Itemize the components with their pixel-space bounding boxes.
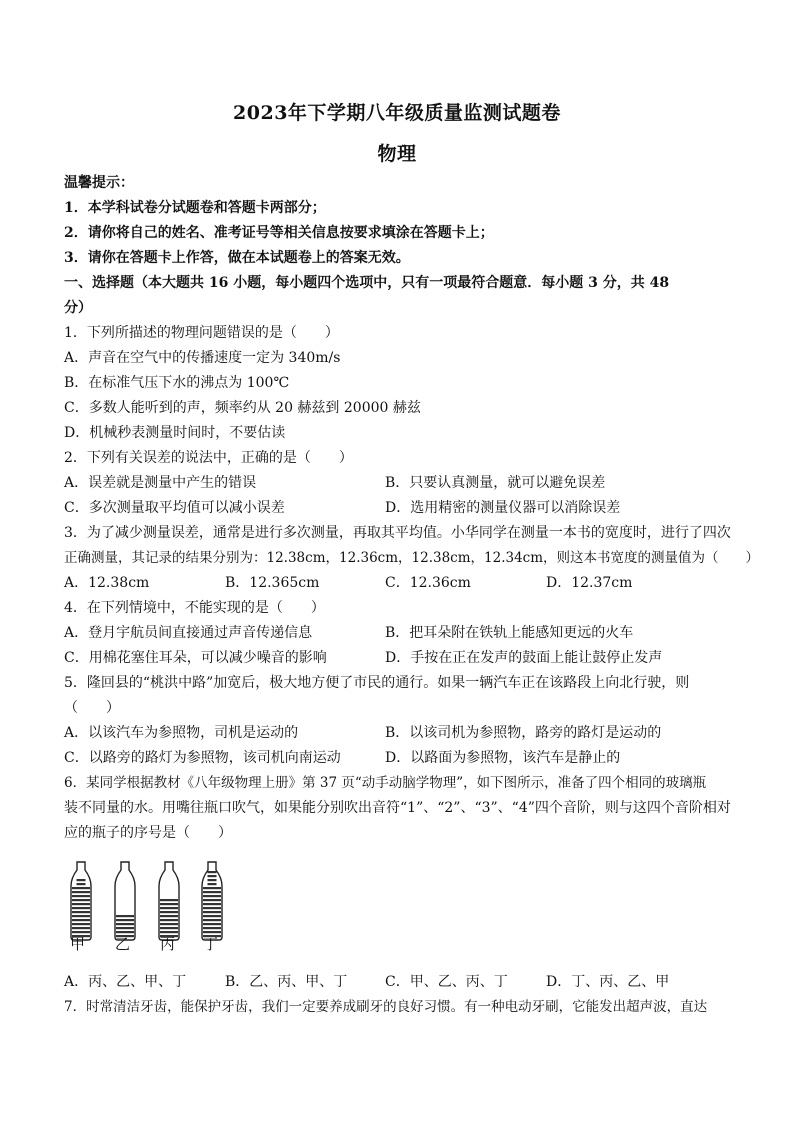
- q4-stem: 4．在下列情境中，不能实现的是（ ）: [64, 600, 325, 616]
- q5-option-d: D．以路面为参照物，该汽车是静止的: [385, 750, 621, 766]
- tip-item-3: 3．请你在答题卡上作答，做在本试题卷上的答案无效。: [64, 250, 410, 266]
- bottle-4: [202, 862, 222, 940]
- q7-stem-line1: 7．时常清洁牙齿，能保护牙齿，我们一定要养成刷牙的良好习惯。有一种电动牙刷，它能发出超声波，直达: [64, 999, 708, 1015]
- q2-option-c: C．多次测量取平均值可以减小误差: [64, 500, 285, 516]
- q2-stem: 2．下列有关误差的说法中，正确的是（ ）: [64, 450, 353, 466]
- bottle-1: [71, 862, 91, 940]
- subject-title: 物理: [377, 143, 417, 165]
- q3-option-a: A．12.38cm: [64, 575, 150, 591]
- q3-option-d: D．12.37cm: [546, 575, 633, 591]
- q6-stem-line2: 装不同量的水。用嘴往瓶口吹气，如果能分别吹出音符“1”、“2”、“3”、“4”四个音阶，则与这四个音阶相对: [64, 800, 731, 816]
- q4-option-c: C．用棉花塞住耳朵，可以减少噪音的影响: [64, 650, 327, 666]
- q6-option-c: C．甲、乙、丙、丁: [385, 974, 508, 990]
- q3-stem-line2: 正确测量，其记录的结果分别为：12.38cm，12.36cm，12.38cm，12.34cm，则这本书宽度的测量值为（ ）: [64, 550, 760, 566]
- q5-option-b: B．以该司机为参照物，路旁的路灯是运动的: [385, 725, 662, 741]
- q1-option-b: B．在标准气压下水的沸点为 100℃: [64, 375, 290, 391]
- section-heading-line2: 分）: [64, 300, 92, 316]
- bottle-2: [115, 862, 135, 940]
- q5-stem-line2: （ ）: [64, 700, 120, 716]
- q6-option-a: A．丙、乙、甲、丁: [64, 974, 187, 990]
- q1-option-d: D．机械秒表测量时间时，不要估读: [64, 425, 286, 441]
- bottle-label-ding: 丁: [203, 935, 219, 953]
- tip-item-1: 1．本学科试卷分试题卷和答题卡两部分；: [64, 200, 326, 216]
- q3-option-c: C．12.36cm: [385, 575, 471, 591]
- tip-item-2: 2．请你将自己的姓名、准考证号等相关信息按要求填涂在答题卡上；: [64, 225, 494, 241]
- q5-option-a: A．以该汽车为参照物，司机是运动的: [64, 725, 299, 741]
- exam-title: 2023年下学期八年级质量监测试题卷: [233, 102, 561, 124]
- q5-stem-line1: 5．隆回县的“桃洪中路”加宽后，极大地方便了市民的通行。如果一辆汽车正在该路段上向北行驶，则: [64, 675, 690, 691]
- bottle-label-bing: 丙: [160, 935, 176, 953]
- bottle-label-jia: 甲: [70, 935, 86, 953]
- q2-option-a: A．误差就是测量中产生的错误: [64, 475, 257, 491]
- bottle-label-yi: 乙: [115, 935, 131, 953]
- q1-option-c: C．多数人能听到的声，频率约从 20 赫兹到 20000 赫兹: [64, 400, 421, 416]
- q4-option-b: B．把耳朵附在铁轨上能感知更远的火车: [385, 625, 634, 641]
- q2-option-d: D．选用精密的测量仪器可以消除误差: [385, 500, 621, 516]
- q1-stem: 1．下列所描述的物理问题错误的是（ ）: [64, 325, 339, 341]
- q6-option-b: B．乙、丙、甲、丁: [225, 974, 348, 990]
- tips-heading: 温馨提示：: [64, 175, 134, 191]
- q4-option-a: A．登月宇航员间直接通过声音传递信息: [64, 625, 313, 641]
- q6-stem-line1: 6．某同学根据教材《八年级物理上册》第 37 页“动手动脑学物理”，如下图所示，准备了四个相同的玻璃瓶: [64, 775, 707, 791]
- q2-option-b: B．只要认真测量，就可以避免误差: [385, 475, 606, 491]
- q6-option-d: D．丁、丙、乙、甲: [546, 974, 670, 990]
- bottle-3: [159, 862, 179, 940]
- q4-option-d: D．手按在正在发声的鼓面上能让鼓停止发声: [385, 650, 663, 666]
- q3-option-b: B．12.365cm: [225, 575, 320, 591]
- q1-option-a: A．声音在空气中的传播速度一定为 340m/s: [64, 350, 341, 366]
- q6-stem-line3: 应的瓶子的序号是（ ）: [64, 825, 232, 841]
- q3-stem-line1: 3．为了减少测量误差，通常是进行多次测量，再取其平均值。小华同学在测量一本书的宽度时，进行了四次: [64, 525, 731, 541]
- q5-option-c: C．以路旁的路灯为参照物，该司机向南运动: [64, 750, 341, 766]
- section-heading-line1: 一、选择题（本大题共 16 小题，每小题四个选项中，只有一项最符合题意．每小题 3 分，共 48: [64, 275, 670, 291]
